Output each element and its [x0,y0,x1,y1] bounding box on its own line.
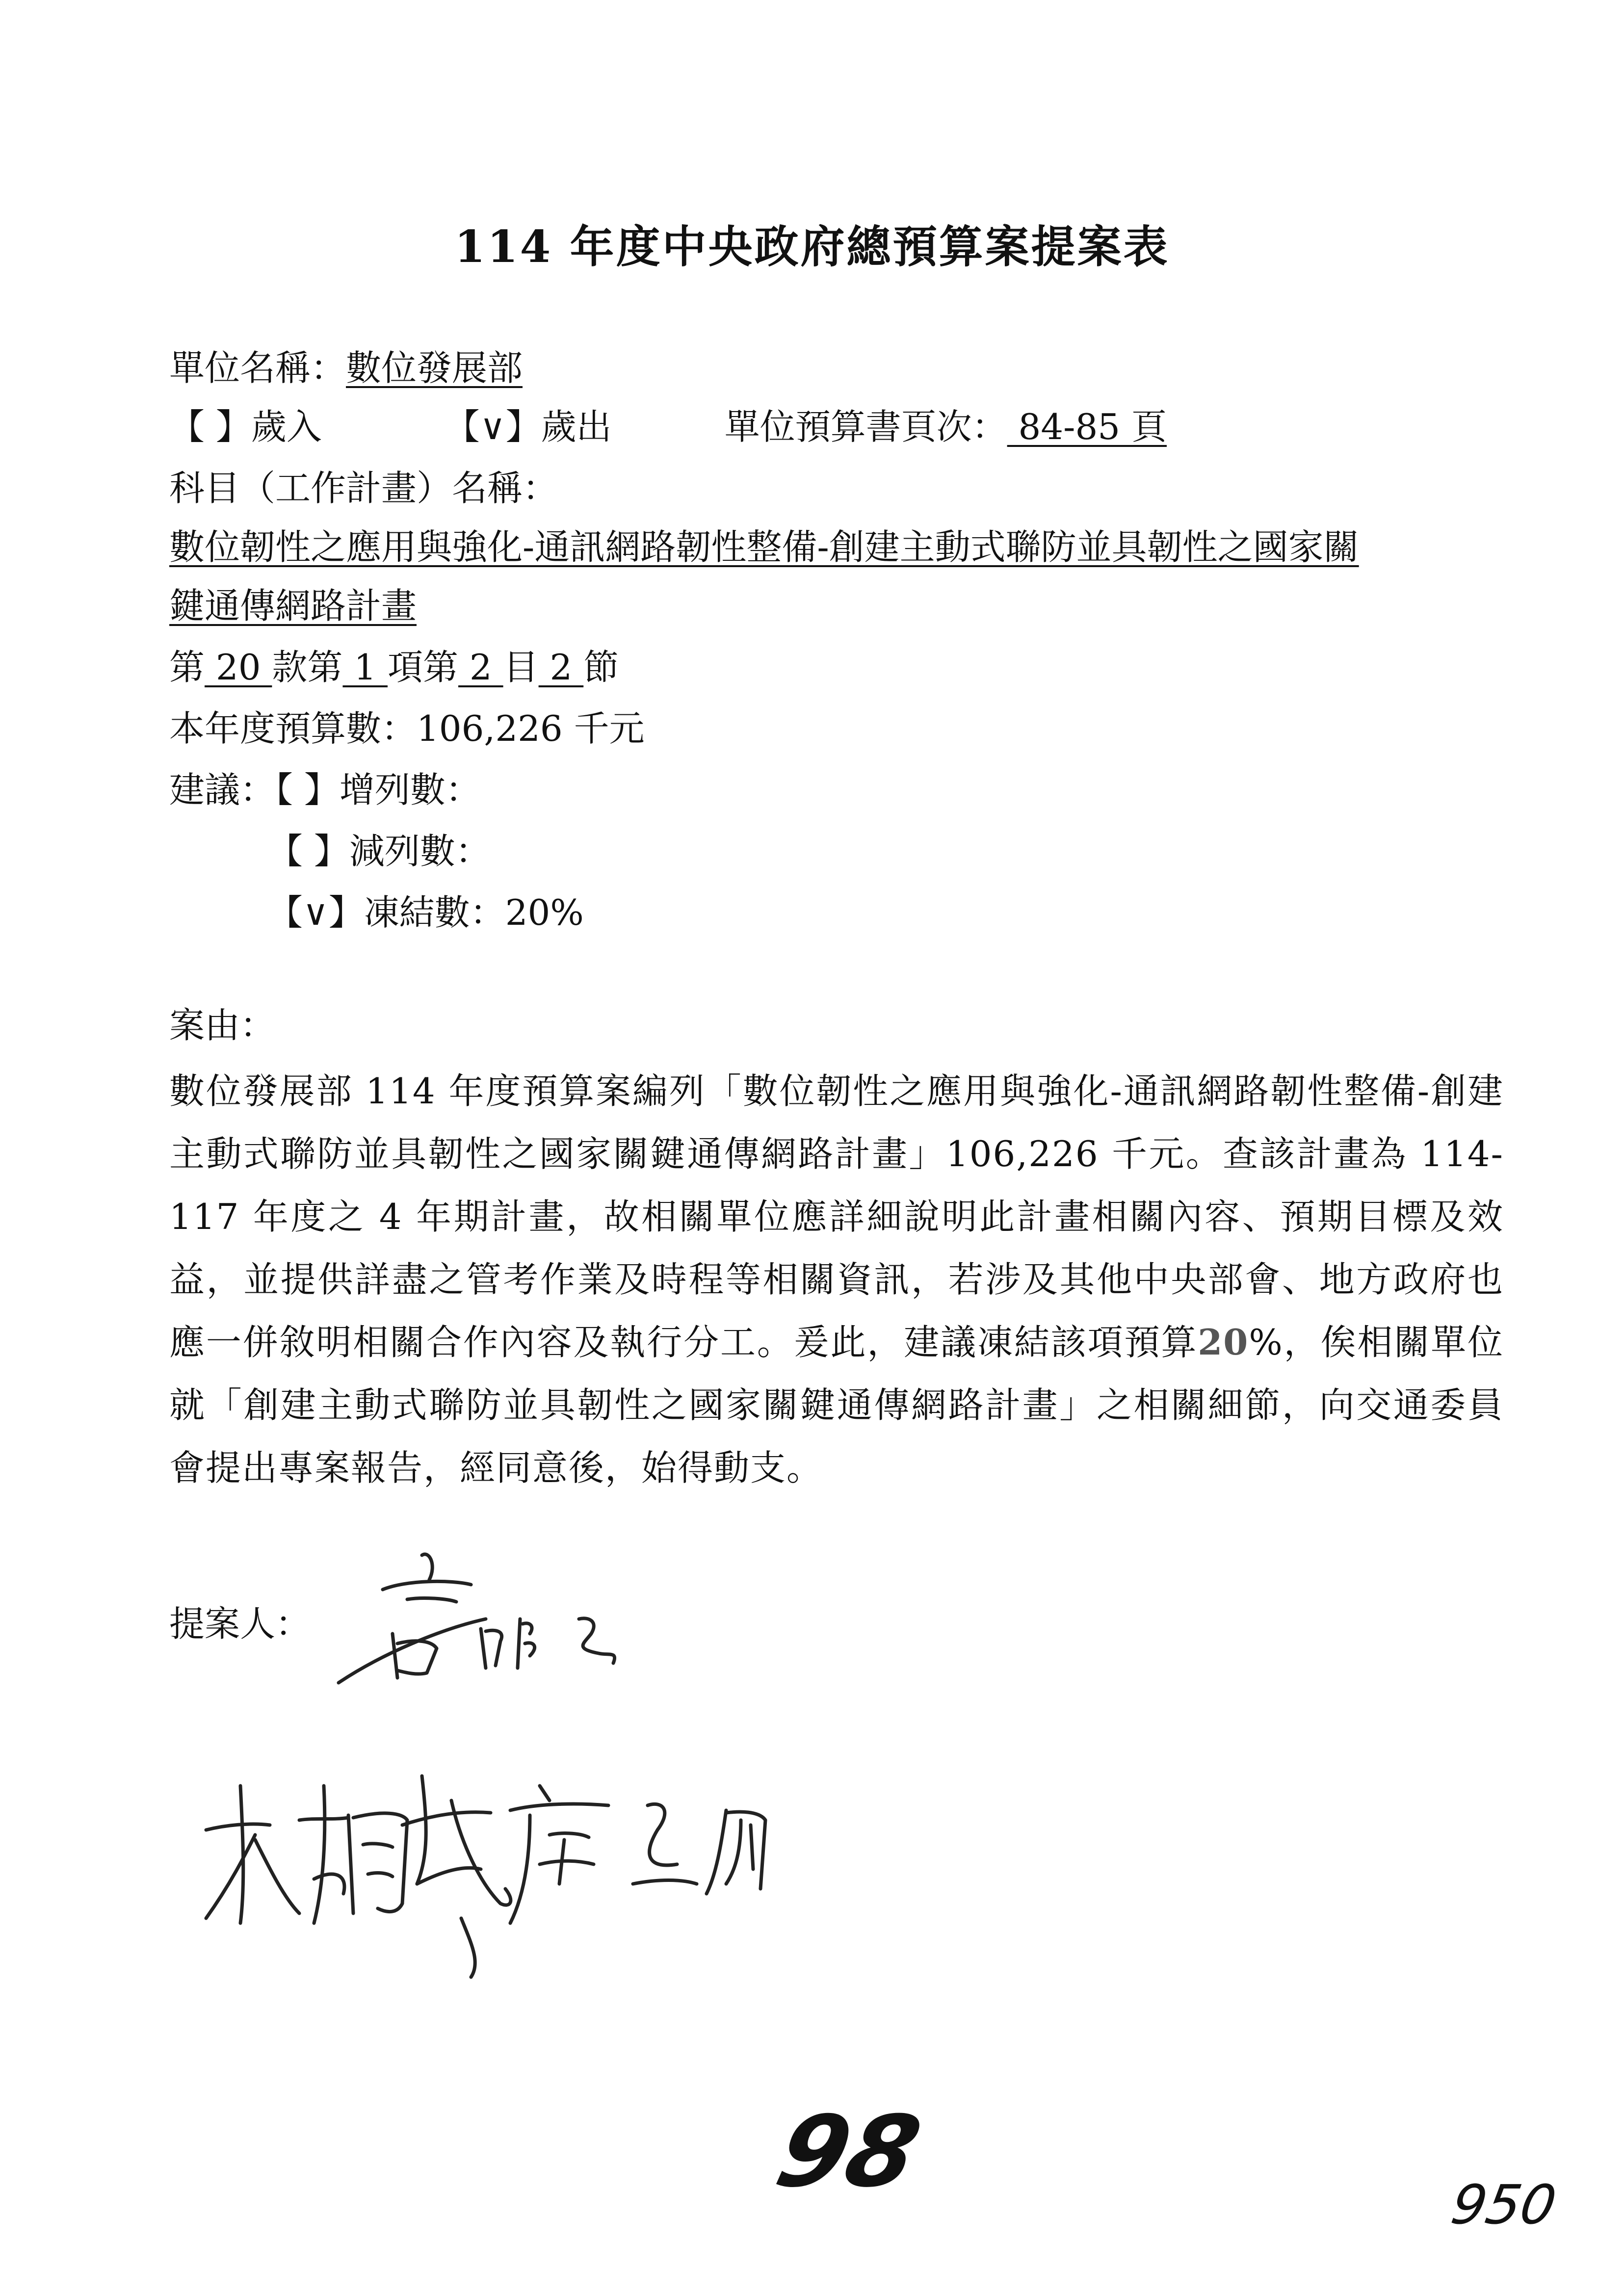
reason-label: 案由： [169,1005,276,1046]
proposer-label: 提案人： [169,1603,311,1644]
section-text: 第 [169,647,205,688]
section-text: 節 [583,647,619,688]
subject-label: 科目（工作計畫）名稱： [169,468,558,509]
subject-line-2: 鍵通傳網路計畫 [169,585,417,626]
suggest-decrease: 【 】減列數： [267,831,491,872]
subject-line-1: 數位韌性之應用與強化-通訊網路韌性整備-創建主動式聯防並具韌性之國家關 [169,526,1359,568]
budget-page-value: 84-85 頁 [1007,406,1167,447]
unit-name-line [169,343,523,392]
page-title: 114 年度中央政府總預算案提案表 [454,221,1170,273]
handwritten-corner-number: 950 [1446,2173,1561,2236]
section-xiang: 1 [342,647,388,688]
suggest-increase-line [169,765,481,814]
suggest-increase: 【 】增列數： [275,769,481,810]
section-mu: 2 [458,647,503,688]
section-text: 款第 [272,647,343,688]
expense-checkbox: 【∨】 [444,406,541,447]
reason-text-b: %，俟相關單位就「創建主動式聯防並具韌性之國家關鍵通傳網路計畫」之相關細節，向交通委員會提出專案報告，經同意後，始得動支。 [169,1322,1504,1488]
handwritten-page-number: 98 [765,2095,931,2209]
signature-1 [324,1536,667,1712]
suggest-label: 建議： [169,769,276,810]
reason-text-percent: 20 [1198,1321,1249,1363]
reason-text-a: 數位發展部 114 年度預算案編列「數位韌性之應用與強化-通訊網路韌性整備-創建主動式聯防並具韌性之國家關鍵通傳網路計畫」106,226 千元。查該計畫為 114-117 年度之 4 年期計畫，故相關單位應詳細說明此計畫相關內容、預期目標及效益，並提供詳盡之管考作業及時程等相關資訊，若涉及其他中央部會、地方政府也應一併敘明相關合作內容及執行分工。爰此，建議凍結該項預算 [169,1070,1504,1363]
budget-page-label: 單位預算書頁次： [724,406,1007,447]
section-jie: 2 [538,647,584,688]
reason-paragraph [169,1060,1504,1499]
section-text: 項第 [388,647,459,688]
revenue-label: 歲入 [251,406,322,447]
budget-amount-line: 本年度預算數：106,226 千元 [169,708,645,749]
type-line [169,402,1167,451]
signature-2 [186,1756,873,1987]
suggest-freeze: 【∨】凍結數：20% [267,892,584,933]
unit-name-value: 數位發展部 [346,347,523,389]
section-line [169,643,619,692]
unit-name-label: 單位名稱： [169,347,346,389]
expense-label: 歲出 [541,406,612,447]
section-text: 目 [503,647,539,688]
revenue-checkbox: 【 】 [169,406,251,447]
section-kuan: 20 [205,647,272,688]
